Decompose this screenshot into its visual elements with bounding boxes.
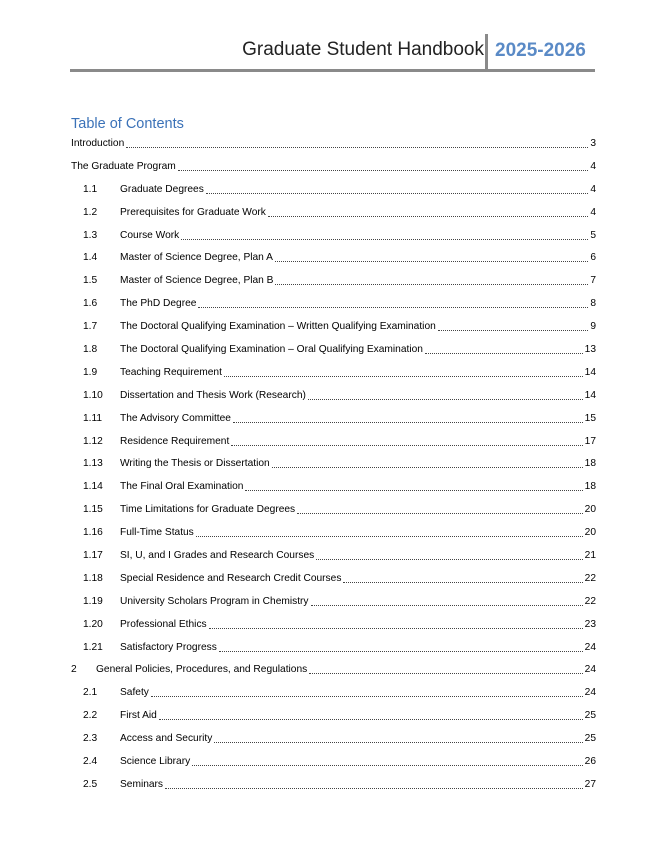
toc-entry-label[interactable]: The Doctoral Qualifying Examination – Oral Qualifying Examination — [120, 344, 423, 356]
toc-entry-label[interactable]: The Advisory Committee — [120, 412, 231, 424]
toc-entry-page[interactable]: 7 — [590, 275, 596, 287]
toc-entry-page[interactable]: 18 — [584, 481, 596, 493]
toc-entry-label[interactable]: Course Work — [120, 229, 180, 241]
toc-entry-number: 1.21 — [83, 641, 103, 653]
toc-entry-label[interactable]: Access and Security — [120, 733, 213, 745]
toc-entry[interactable] — [71, 562, 596, 585]
toc-entry-number: 1.1 — [83, 183, 98, 195]
toc-entry-number: 2.3 — [83, 733, 98, 745]
toc-leader-dots — [343, 581, 582, 583]
toc-entry-label[interactable]: The Final Oral Examination — [120, 481, 244, 493]
toc-leader-dots — [268, 215, 588, 217]
toc-leader-dots — [224, 375, 583, 377]
toc-leader-dots — [297, 512, 583, 514]
toc-leader-dots — [316, 558, 582, 560]
toc-entry-label[interactable]: Time Limitations for Graduate Degrees — [120, 504, 296, 516]
toc-entry[interactable] — [71, 654, 596, 677]
toc-leader-dots — [206, 192, 589, 194]
toc-entry-page[interactable]: 5 — [590, 229, 596, 241]
toc-entry-page[interactable]: 26 — [584, 756, 596, 768]
toc-leader-dots — [192, 764, 582, 766]
toc-entry-number: 1.14 — [83, 481, 103, 493]
table-of-contents — [71, 133, 596, 791]
toc-entry[interactable] — [71, 133, 596, 150]
toc-entry-label[interactable]: The PhD Degree — [120, 298, 197, 310]
toc-entry[interactable] — [71, 287, 596, 310]
toc-entry-page[interactable]: 24 — [584, 664, 596, 676]
toc-entry-label[interactable]: University Scholars Program in Chemistry — [120, 595, 309, 607]
toc-entry[interactable] — [71, 219, 596, 242]
toc-heading: Table of Contents — [71, 116, 184, 132]
toc-entry[interactable] — [71, 585, 596, 608]
toc-entry-page[interactable]: 22 — [584, 572, 596, 584]
toc-entry-label[interactable]: Master of Science Degree, Plan A — [120, 252, 273, 264]
toc-entry-number: 2.2 — [83, 710, 98, 722]
toc-leader-dots — [151, 695, 583, 697]
toc-entry-label[interactable]: Prerequisites for Graduate Work — [120, 206, 266, 218]
toc-entry[interactable] — [71, 173, 596, 196]
toc-leader-dots — [198, 306, 588, 308]
toc-entry[interactable] — [71, 356, 596, 379]
toc-leader-dots — [209, 627, 583, 629]
toc-entry[interactable] — [71, 676, 596, 699]
toc-entry-label[interactable]: Residence Requirement — [120, 435, 230, 447]
toc-entry[interactable] — [71, 379, 596, 402]
toc-entry-number: 2.1 — [83, 687, 98, 699]
toc-entry-label[interactable]: Science Library — [120, 756, 191, 768]
toc-entry-page[interactable]: 23 — [584, 618, 596, 630]
toc-entry-label[interactable]: SI, U, and I Grades and Research Courses — [120, 550, 315, 562]
toc-leader-dots — [275, 260, 588, 262]
toc-entry-page[interactable]: 20 — [584, 504, 596, 516]
toc-entry[interactable] — [71, 768, 596, 791]
header-separator — [485, 34, 488, 70]
toc-leader-dots — [165, 787, 583, 789]
toc-entry-page[interactable]: 25 — [584, 710, 596, 722]
toc-entry-label[interactable]: The Graduate Program — [71, 160, 176, 172]
toc-entry-number: 2 — [71, 664, 77, 676]
toc-entry-label[interactable]: Teaching Requirement — [120, 366, 222, 378]
toc-leader-dots — [196, 535, 583, 537]
toc-entry[interactable] — [71, 539, 596, 562]
toc-entry[interactable] — [71, 699, 596, 722]
toc-entry-number: 1.9 — [83, 366, 98, 378]
toc-leader-dots — [126, 146, 588, 148]
toc-leader-dots — [245, 489, 582, 491]
toc-entry-page[interactable]: 14 — [584, 389, 596, 401]
toc-entry[interactable] — [71, 631, 596, 654]
toc-entry-number: 1.4 — [83, 252, 98, 264]
toc-entry-number: 2.4 — [83, 756, 98, 768]
toc-entry-page[interactable]: 4 — [590, 160, 596, 172]
toc-entry-number: 1.7 — [83, 321, 98, 333]
toc-entry-page[interactable]: 4 — [590, 183, 596, 195]
toc-leader-dots — [181, 238, 588, 240]
toc-entry-page[interactable]: 15 — [584, 412, 596, 424]
toc-entry-page[interactable]: 20 — [584, 527, 596, 539]
toc-entry[interactable] — [71, 310, 596, 333]
toc-leader-dots — [311, 604, 583, 606]
toc-entry[interactable] — [71, 150, 596, 173]
toc-entry[interactable] — [71, 425, 596, 448]
toc-entry-number: 1.10 — [83, 389, 103, 401]
toc-leader-dots — [159, 718, 583, 720]
toc-entry-page[interactable]: 4 — [590, 206, 596, 218]
toc-entry-number: 1.2 — [83, 206, 98, 218]
toc-entry-page[interactable]: 18 — [584, 458, 596, 470]
toc-entry-label[interactable]: Graduate Degrees — [120, 183, 204, 195]
document-title: Graduate Student Handbook — [242, 39, 484, 60]
toc-entry-label[interactable]: Full-Time Status — [120, 527, 194, 539]
toc-leader-dots — [233, 421, 583, 423]
toc-entry-label[interactable]: Dissertation and Thesis Work (Research) — [120, 389, 306, 401]
document-year: 2025-2026 — [495, 40, 586, 61]
toc-leader-dots — [308, 398, 583, 400]
toc-entry-number: 1.17 — [83, 550, 103, 562]
toc-entry[interactable] — [71, 493, 596, 516]
toc-entry[interactable] — [71, 333, 596, 356]
toc-entry-page[interactable]: 21 — [584, 550, 596, 562]
toc-entry-page[interactable]: 8 — [590, 298, 596, 310]
toc-entry-label[interactable]: General Policies, Procedures, and Regulations — [96, 664, 308, 676]
toc-entry-number: 1.8 — [83, 344, 98, 356]
toc-entry-number: 1.3 — [83, 229, 98, 241]
toc-entry-label[interactable]: Professional Ethics — [120, 618, 207, 630]
toc-entry-label[interactable]: Writing the Thesis or Dissertation — [120, 458, 270, 470]
toc-entry[interactable] — [71, 722, 596, 745]
toc-entry[interactable] — [71, 516, 596, 539]
toc-entry-page[interactable]: 22 — [584, 595, 596, 607]
toc-entry-page[interactable]: 13 — [584, 344, 596, 356]
toc-entry[interactable] — [71, 264, 596, 287]
toc-entry[interactable] — [71, 470, 596, 493]
toc-leader-dots — [438, 329, 589, 331]
toc-entry[interactable] — [71, 448, 596, 471]
toc-entry-page[interactable]: 6 — [590, 252, 596, 264]
toc-leader-dots — [178, 169, 589, 171]
toc-entry-number: 1.11 — [83, 412, 103, 424]
toc-leader-dots — [272, 466, 583, 468]
toc-entry-number: 1.12 — [83, 435, 103, 447]
toc-entry[interactable] — [71, 608, 596, 631]
toc-entry-page[interactable]: 17 — [584, 435, 596, 447]
toc-entry-label[interactable]: Special Residence and Research Credit Courses — [120, 572, 342, 584]
toc-entry-label[interactable]: Seminars — [120, 778, 164, 790]
toc-entry-number: 1.19 — [83, 595, 103, 607]
toc-entry-label[interactable]: The Doctoral Qualifying Examination – Written Qualifying Examination — [120, 321, 436, 333]
toc-entry-label[interactable]: Introduction — [71, 138, 125, 149]
toc-leader-dots — [214, 741, 582, 743]
toc-entry-page[interactable]: 9 — [590, 321, 596, 333]
toc-entry-page[interactable]: 24 — [584, 641, 596, 653]
toc-entry-number: 1.20 — [83, 618, 103, 630]
toc-entry-label[interactable]: First Aid — [120, 710, 157, 722]
toc-entry-page[interactable]: 14 — [584, 366, 596, 378]
toc-entry-number: 1.5 — [83, 275, 98, 287]
toc-entry-number: 1.15 — [83, 504, 103, 516]
toc-entry[interactable] — [71, 745, 596, 768]
toc-entry-label[interactable]: Satisfactory Progress — [120, 641, 217, 653]
toc-entry-page[interactable]: 25 — [584, 733, 596, 745]
toc-entry-number: 1.16 — [83, 527, 103, 539]
toc-leader-dots — [231, 444, 582, 446]
toc-leader-dots — [275, 283, 588, 285]
toc-entry-label[interactable]: Master of Science Degree, Plan B — [120, 275, 274, 287]
toc-entry[interactable] — [71, 196, 596, 219]
toc-entry-label[interactable]: Safety — [120, 687, 149, 699]
page-header — [70, 34, 595, 70]
toc-entry-page[interactable]: 27 — [584, 778, 596, 790]
toc-entry[interactable] — [71, 242, 596, 265]
toc-entry-page[interactable]: 3 — [590, 138, 596, 149]
toc-leader-dots — [309, 672, 582, 674]
toc-entry-number: 1.13 — [83, 458, 103, 470]
toc-leader-dots — [425, 352, 583, 354]
toc-entry-page[interactable]: 24 — [584, 687, 596, 699]
toc-entry[interactable] — [71, 402, 596, 425]
header-rule — [70, 69, 595, 72]
toc-leader-dots — [219, 650, 583, 652]
toc-entry-number: 1.18 — [83, 572, 103, 584]
toc-entry-number: 2.5 — [83, 778, 98, 790]
toc-entry-number: 1.6 — [83, 298, 98, 310]
